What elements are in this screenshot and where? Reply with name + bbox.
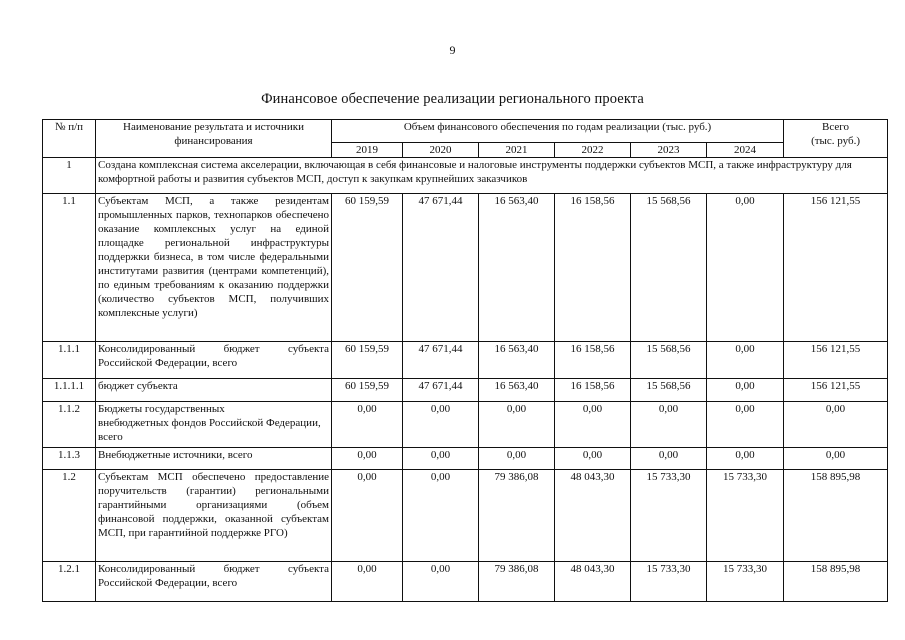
value-2019: 0,00 — [332, 470, 403, 562]
value-total: 0,00 — [784, 448, 888, 470]
value-2021: 16 563,40 — [479, 379, 555, 402]
value-2021: 0,00 — [479, 402, 555, 448]
value-2024: 15 733,30 — [707, 470, 784, 562]
value-2021: 16 563,40 — [479, 194, 555, 342]
value-2020: 0,00 — [403, 402, 479, 448]
table-row — [43, 379, 888, 402]
value-2023: 0,00 — [631, 402, 707, 448]
header-name: Наименование результата и источники финансирования — [96, 120, 332, 158]
value-2024: 0,00 — [707, 194, 784, 342]
table-row — [43, 342, 888, 379]
table-row — [43, 562, 888, 602]
value-total: 158 895,98 — [784, 562, 888, 602]
value-2021: 79 386,08 — [479, 470, 555, 562]
document-title: Финансовое обеспечение реализации регионального проекта — [261, 91, 644, 107]
value-2020: 0,00 — [403, 562, 479, 602]
value-2024: 0,00 — [707, 448, 784, 470]
table-row — [43, 448, 888, 470]
section-row — [43, 158, 888, 194]
value-2020: 47 671,44 — [403, 379, 479, 402]
value-2021: 16 563,40 — [479, 342, 555, 379]
page-number: 9 — [449, 43, 456, 57]
value-2023: 15 733,30 — [631, 562, 707, 602]
value-2023: 15 568,56 — [631, 342, 707, 379]
value-total: 156 121,55 — [784, 379, 888, 402]
header-year: 2022 — [555, 143, 631, 158]
value-2024: 0,00 — [707, 402, 784, 448]
table-row — [43, 470, 888, 562]
value-2020: 0,00 — [403, 448, 479, 470]
value-2022: 16 158,56 — [555, 194, 631, 342]
section-num: 1 — [43, 158, 96, 194]
value-2019: 60 159,59 — [332, 342, 403, 379]
value-2023: 15 568,56 — [631, 379, 707, 402]
row-num: 1.2.1 — [43, 562, 96, 602]
value-2023: 15 568,56 — [631, 194, 707, 342]
table-row — [43, 402, 888, 448]
value-2024: 0,00 — [707, 342, 784, 379]
row-name: Консолидированный бюджет субъекта Российской Федерации, всего — [96, 562, 332, 602]
section-text: Создана комплексная система акселерации, включающая в себя финансовые и налоговые инструменты поддержки субъектов МСП, а также инфраструктуру для комфортной работы и развития субъектов МСП, доступ к закупкам крупнейших заказчиков — [96, 158, 888, 194]
header-year: 2023 — [631, 143, 707, 158]
row-name: Бюджеты государственных внебюджетных фондов Российской Федерации, всего — [96, 402, 332, 448]
row-num: 1.2 — [43, 470, 96, 562]
value-2024: 0,00 — [707, 379, 784, 402]
value-2019: 0,00 — [332, 562, 403, 602]
header-year: 2024 — [707, 143, 784, 158]
header-year: 2020 — [403, 143, 479, 158]
value-2022: 0,00 — [555, 402, 631, 448]
value-2020: 47 671,44 — [403, 194, 479, 342]
financing-table — [42, 119, 888, 602]
value-2021: 79 386,08 — [479, 562, 555, 602]
value-2022: 0,00 — [555, 448, 631, 470]
value-2020: 0,00 — [403, 470, 479, 562]
row-name: Субъектам МСП, а также резидентам промышленных парков, технопарков обеспечено оказание комплексных услуг на единой площадке региональной инфраструктуры поддержки бизнеса, в том числе федеральными институтами развития (центрами компетенций), по единым требованиям к оказанию поддержки (количество субъектов МСП, получивших комплексные услуги) — [96, 194, 332, 342]
row-num: 1.1.3 — [43, 448, 96, 470]
header-row — [43, 120, 888, 143]
value-total: 156 121,55 — [784, 194, 888, 342]
value-2023: 15 733,30 — [631, 470, 707, 562]
row-name: бюджет субъекта — [96, 379, 332, 402]
value-2022: 48 043,30 — [555, 562, 631, 602]
header-num: № п/п — [43, 120, 96, 158]
row-name: Субъектам МСП обеспечено предоставление поручительств (гарантии) региональными гарантийными организациями (объем финансовой поддержки, оказанной субъектам МСП, при гарантийной поддержке РГО) — [96, 470, 332, 562]
row-num: 1.1.1.1 — [43, 379, 96, 402]
row-name: Консолидированный бюджет субъекта Российской Федерации, всего — [96, 342, 332, 379]
row-name: Внебюджетные источники, всего — [96, 448, 332, 470]
header-volume: Объем финансового обеспечения по годам реализации (тыс. руб.) — [332, 120, 784, 143]
value-2022: 16 158,56 — [555, 379, 631, 402]
header-year: 2019 — [332, 143, 403, 158]
value-2023: 0,00 — [631, 448, 707, 470]
row-num: 1.1.2 — [43, 402, 96, 448]
table-row — [43, 194, 888, 342]
row-num: 1.1 — [43, 194, 96, 342]
value-2022: 16 158,56 — [555, 342, 631, 379]
value-2019: 60 159,59 — [332, 194, 403, 342]
header-year: 2021 — [479, 143, 555, 158]
value-total: 158 895,98 — [784, 470, 888, 562]
value-total: 0,00 — [784, 402, 888, 448]
value-2020: 47 671,44 — [403, 342, 479, 379]
value-2021: 0,00 — [479, 448, 555, 470]
row-num: 1.1.1 — [43, 342, 96, 379]
value-total: 156 121,55 — [784, 342, 888, 379]
value-2022: 48 043,30 — [555, 470, 631, 562]
value-2019: 60 159,59 — [332, 379, 403, 402]
value-2019: 0,00 — [332, 448, 403, 470]
header-total: Всего (тыс. руб.) — [784, 120, 888, 158]
value-2019: 0,00 — [332, 402, 403, 448]
value-2024: 15 733,30 — [707, 562, 784, 602]
